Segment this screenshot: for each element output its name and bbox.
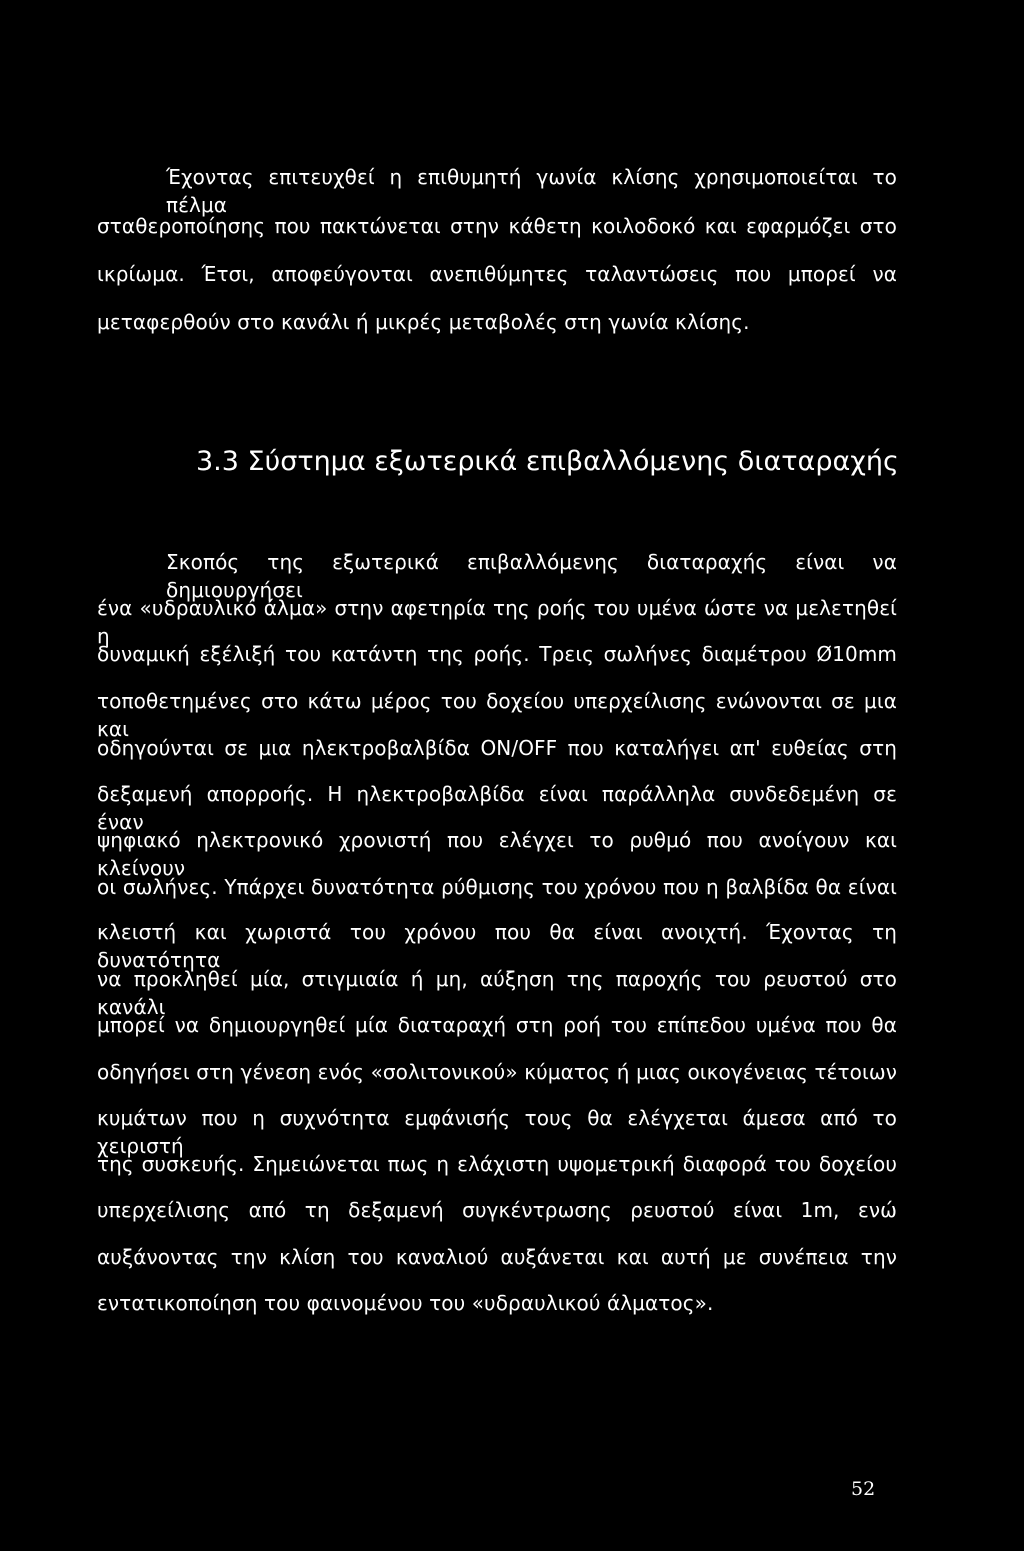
text-line: υπερχείλισης από τη δεξαμενή συγκέντρωσης ρευστού είναι 1m, ενώ [97, 1198, 897, 1222]
text-line: μεταφερθούν στο κανάλι ή μικρές μεταβολές στη γωνία κλίσης. [97, 310, 750, 334]
page-number: 52 [851, 1478, 876, 1500]
text-line: αυξάνοντας την κλίση του καναλιού αυξάνεται και αυτή με συνέπεια την [97, 1245, 897, 1269]
text-line: οδηγήσει στη γένεση ενός «σολιτονικού» κύματος ή μιας οικογένειας τέτοιων [97, 1060, 897, 1084]
text-line: οι σωλήνες. Υπάρχει δυνατότητα ρύθμισης του χρόνου που η βαλβίδα θα είναι [97, 875, 897, 899]
text-line: δεξαμενή απορροής. Η ηλεκτροβαλβίδα είναι παράλληλα συνδεδεμένη σε έναν [97, 782, 897, 834]
text-line: σταθεροποίησης που πακτώνεται στην κάθετη κοιλοδοκό και εφαρμόζει στο [97, 214, 897, 238]
text-line: τοποθετημένες στο κάτω μέρος του δοχείου υπερχείλισης ενώνονται σε μια και [97, 689, 897, 741]
text-line: της συσκευής. Σημειώνεται πως η ελάχιστη υψομετρική διαφορά του δοχείου [97, 1152, 897, 1176]
text-line: εντατικοποίηση του φαινομένου του «υδραυλικού άλματος». [97, 1291, 714, 1315]
text-line: Έχοντας επιτευχθεί η επιθυμητή γωνία κλίσης χρησιμοποιείται το πέλμα [166, 165, 897, 217]
text-line: Σκοπός της εξωτερικά επιβαλλόμενης διαταραχής είναι να δημιουργήσει [166, 550, 897, 602]
text-line: οδηγούνται σε μια ηλεκτροβαλβίδα ON/OFF που καταλήγει απ' ευθείας στη [97, 736, 897, 760]
text-line: ψηφιακό ηλεκτρονικό χρονιστή που ελέγχει το ρυθμό που ανοίγουν και κλείνουν [97, 828, 897, 880]
section-heading: 3.3 Σύστημα εξωτερικά επιβαλλόμενης διαταραχής [196, 446, 899, 477]
text-line: ικρίωμα. Έτσι, αποφεύγονται ανεπιθύμητες ταλαντώσεις που μπορεί να [97, 262, 897, 286]
text-line: κλειστή και χωριστά του χρόνου που θα είναι ανοιχτή. Έχοντας τη δυνατότητα [97, 920, 897, 972]
text-line: να προκληθεί μία, στιγμιαία ή μη, αύξηση της παροχής του ρευστού στο κανάλι [97, 967, 897, 1019]
text-line: μπορεί να δημιουργηθεί μία διαταραχή στη ροή του επίπεδου υμένα που θα [97, 1013, 897, 1037]
text-line: ένα «υδραυλικό άλμα» στην αφετηρία της ροής του υμένα ώστε να μελετηθεί η [97, 596, 897, 648]
text-line: κυμάτων που η συχνότητα εμφάνισής τους θα ελέγχεται άμεσα από το χειριστή [97, 1106, 897, 1158]
text-line: δυναμική εξέλιξή του κατάντη της ροής. Τρεις σωλήνες διαμέτρου Ø10mm [97, 642, 897, 666]
